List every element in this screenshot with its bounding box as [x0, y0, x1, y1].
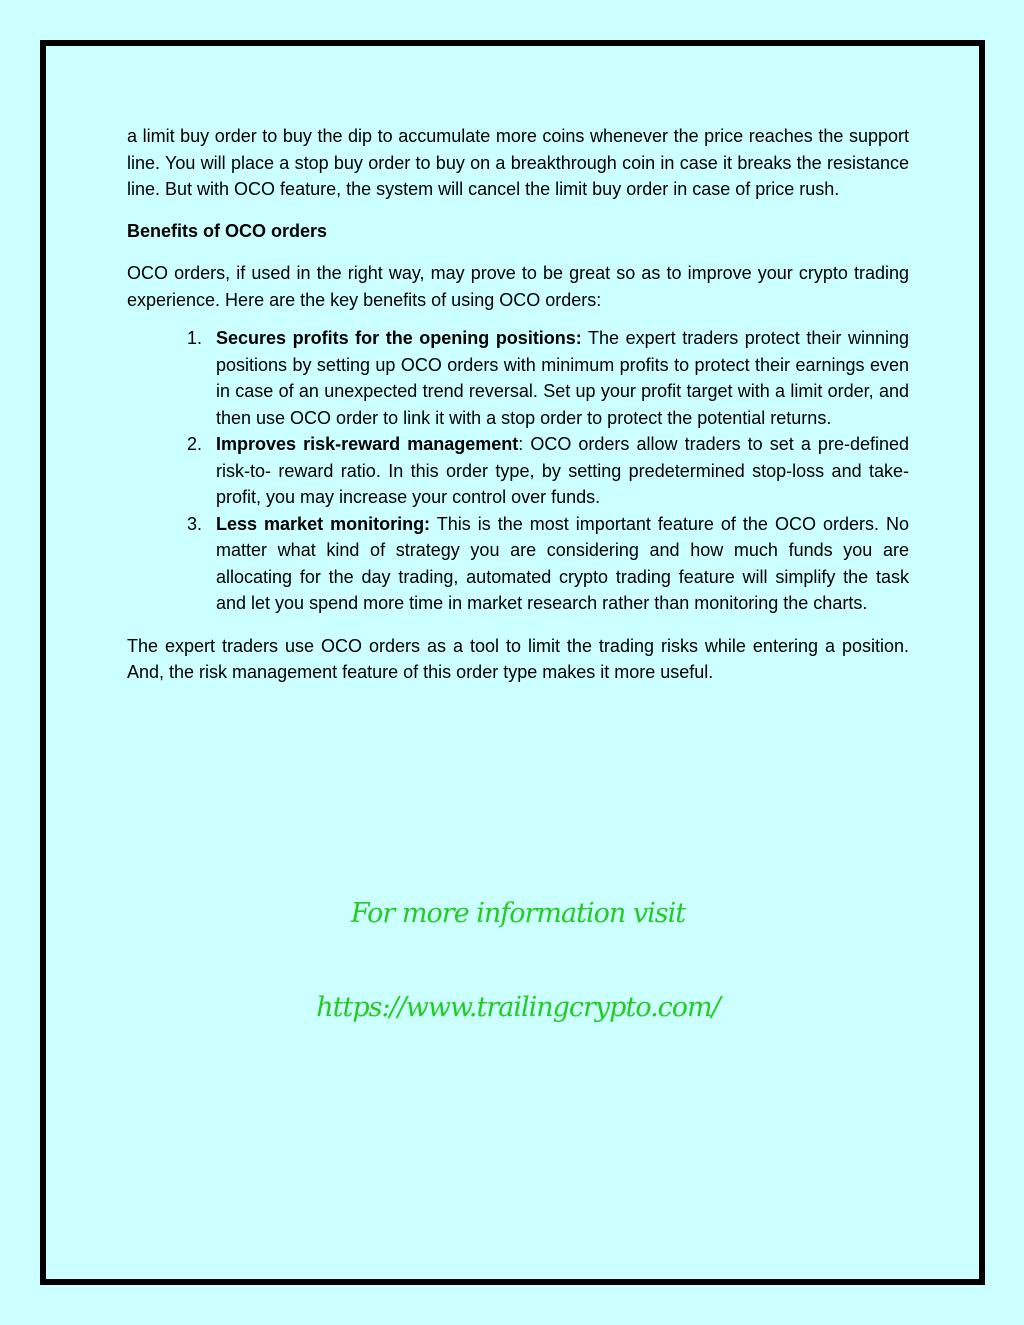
page-frame [40, 40, 985, 1285]
benefit-text: This is the most important feature of the OCO orders. No matter what kind of strategy you are considering and how much funds you are allocating for the day trading, automated crypto trading feature will simplify the task and let you spend more time in market research rather than monitoring the charts. [216, 513, 909, 613]
benefits-intro-paragraph: OCO orders, if used in the right way, may prove to be great so as to improve your crypto trading experience. Here are the key benefits of using OCO orders: [127, 263, 909, 310]
benefit-number: 2. [187, 434, 203, 454]
visit-label: For more information visit [350, 898, 686, 929]
benefit-item-1 [187, 325, 909, 431]
closing-paragraph: The expert traders use OCO orders as a tool to limit the trading risks while entering a position. And, the risk management feature of this order type makes it more useful. [127, 635, 909, 682]
benefit-title: Less market monitoring: [216, 513, 431, 534]
benefit-title: Improves risk-reward management [216, 434, 519, 454]
document-body [127, 123, 909, 1023]
benefits-list [127, 325, 909, 617]
benefit-title: Secures profits for the opening positions: [216, 328, 582, 348]
benefit-text: : OCO orders allow traders to set a pre-defined risk-to- reward ratio. In this order type, by setting predetermined stop-loss and take-profit, you may increase your control over funds. [216, 434, 909, 507]
intro-paragraph: a limit buy order to buy the dip to accumulate more coins whenever the price reaches the support line. You will place a stop buy order to buy on a breakthrough coin in case it breaks the resistance line. But with OCO feature, the system will cancel the limit buy order in case of price rush. [127, 126, 909, 199]
benefit-number: 1. [187, 328, 203, 348]
benefit-item-2 [187, 431, 909, 511]
website-link[interactable]: https://www.trailingcrypto.com/ [316, 992, 720, 1023]
benefit-item-3 [187, 511, 909, 617]
section-heading: Benefits of OCO orders [127, 220, 328, 241]
benefit-text: The expert traders protect their winning positions by setting up OCO orders with minimum profits to protect their earnings even in case of an unexpected trend reversal. Set up your profit target with a limit order, and then use OCO order to link it with a stop order to protect the potential returns. [216, 328, 909, 428]
benefit-number: 3. [187, 513, 203, 534]
